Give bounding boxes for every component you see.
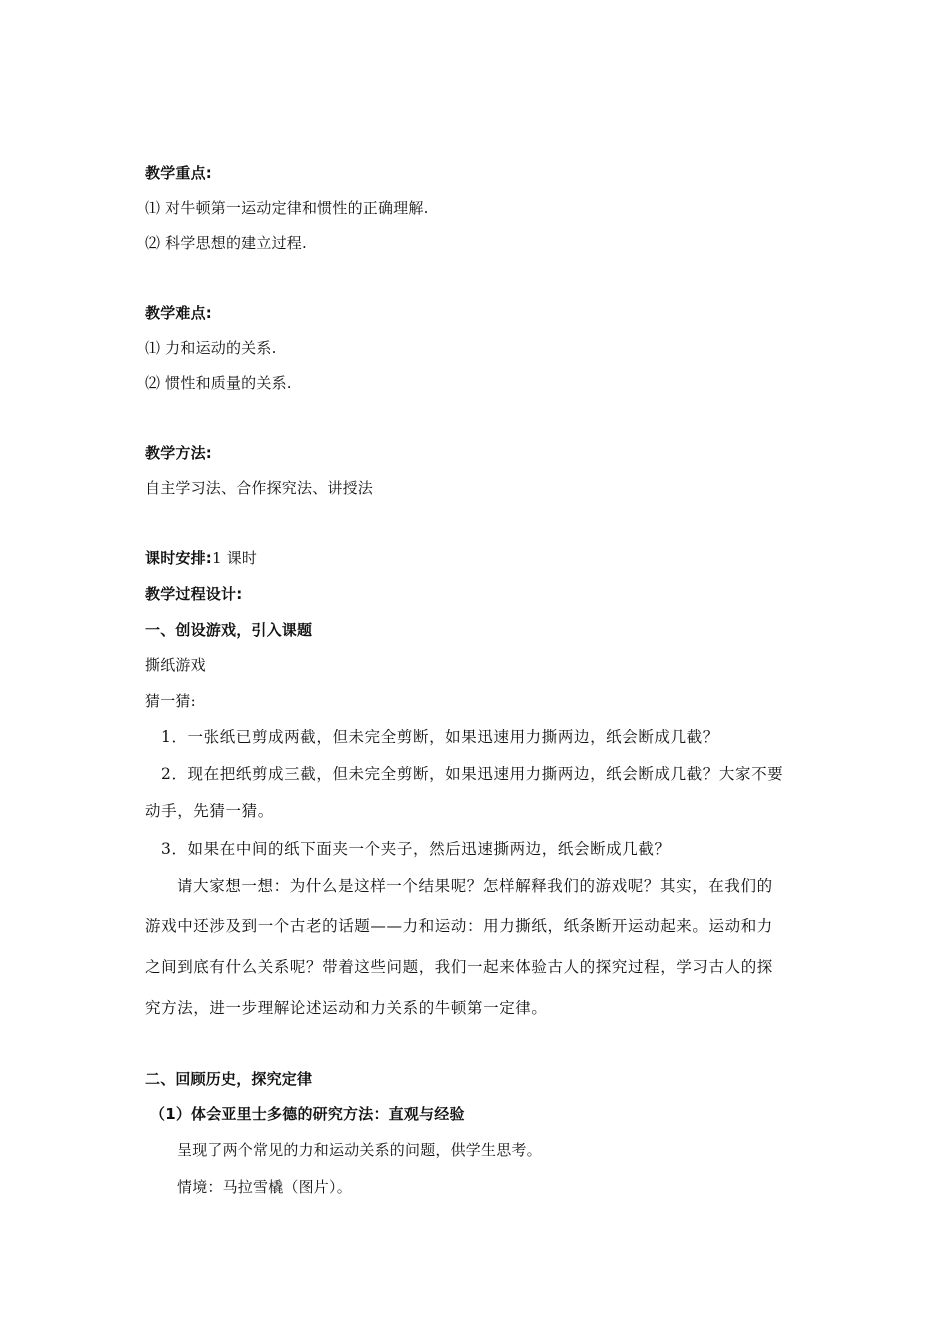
difficult-points-heading: 教学难点:: [145, 304, 212, 322]
section2-subheading: （1）体会亚里士多德的研究方法：直观与经验: [150, 1105, 465, 1123]
guess-label: 猜一猜:: [145, 692, 196, 710]
question-1: 1．一张纸已剪成两截，但未完全剪断，如果迅速用力撕两边，纸会断成几截？: [161, 728, 719, 746]
section2-text-2: 情境：马拉雪橇（图片）。: [177, 1178, 352, 1196]
paragraph-line-3: 之间到底有什么关系呢？带着这些问题，我们一起来体验古人的探究过程，学习古人的探: [145, 958, 773, 976]
schedule-label: 课时安排:: [145, 549, 212, 567]
section2-heading: 二、回顾历史，探究定律: [145, 1070, 313, 1088]
process-heading: 教学过程设计:: [145, 585, 243, 603]
paragraph-line-1: 请大家想一想：为什么是这样一个结果呢？怎样解释我们的游戏呢？其实，在我们的: [177, 877, 773, 895]
methods-heading: 教学方法:: [145, 444, 212, 462]
key-points-heading: 教学重点:: [145, 164, 212, 182]
paragraph-line-4: 究方法，进一步理解论述运动和力关系的牛顿第一定律。: [145, 999, 548, 1017]
question-3: 3．如果在中间的纸下面夹一个夹子，然后迅速撕两边，纸会断成几截？: [161, 840, 671, 858]
key-point-item-2: ⑵ 科学思想的建立过程.: [145, 234, 307, 252]
difficult-point-item-2: ⑵ 惯性和质量的关系.: [145, 374, 292, 392]
paragraph-line-2: 游戏中还涉及到一个古老的话题——力和运动：用力撕纸，纸条断开运动起来。运动和力: [145, 917, 773, 935]
question-2-line-1: 2．现在把纸剪成三截，但未完全剪断，如果迅速用力撕两边，纸会断成几截？大家不要: [161, 765, 784, 783]
section2-text-1: 呈现了两个常见的力和运动关系的问题，供学生思考。: [177, 1141, 542, 1159]
schedule-line: [145, 548, 257, 568]
section1-heading: 一、创设游戏，引入课题: [145, 621, 313, 639]
methods-text: 自主学习法、合作探究法、讲授法: [145, 479, 374, 497]
key-point-item-1: ⑴ 对牛顿第一运动定律和惯性的正确理解.: [145, 199, 429, 217]
difficult-point-item-1: ⑴ 力和运动的关系.: [145, 339, 277, 357]
question-2-line-2: 动手，先猜一猜。: [145, 802, 274, 820]
schedule-value: 1 课时: [212, 549, 258, 567]
game-title: 撕纸游戏: [145, 656, 206, 674]
